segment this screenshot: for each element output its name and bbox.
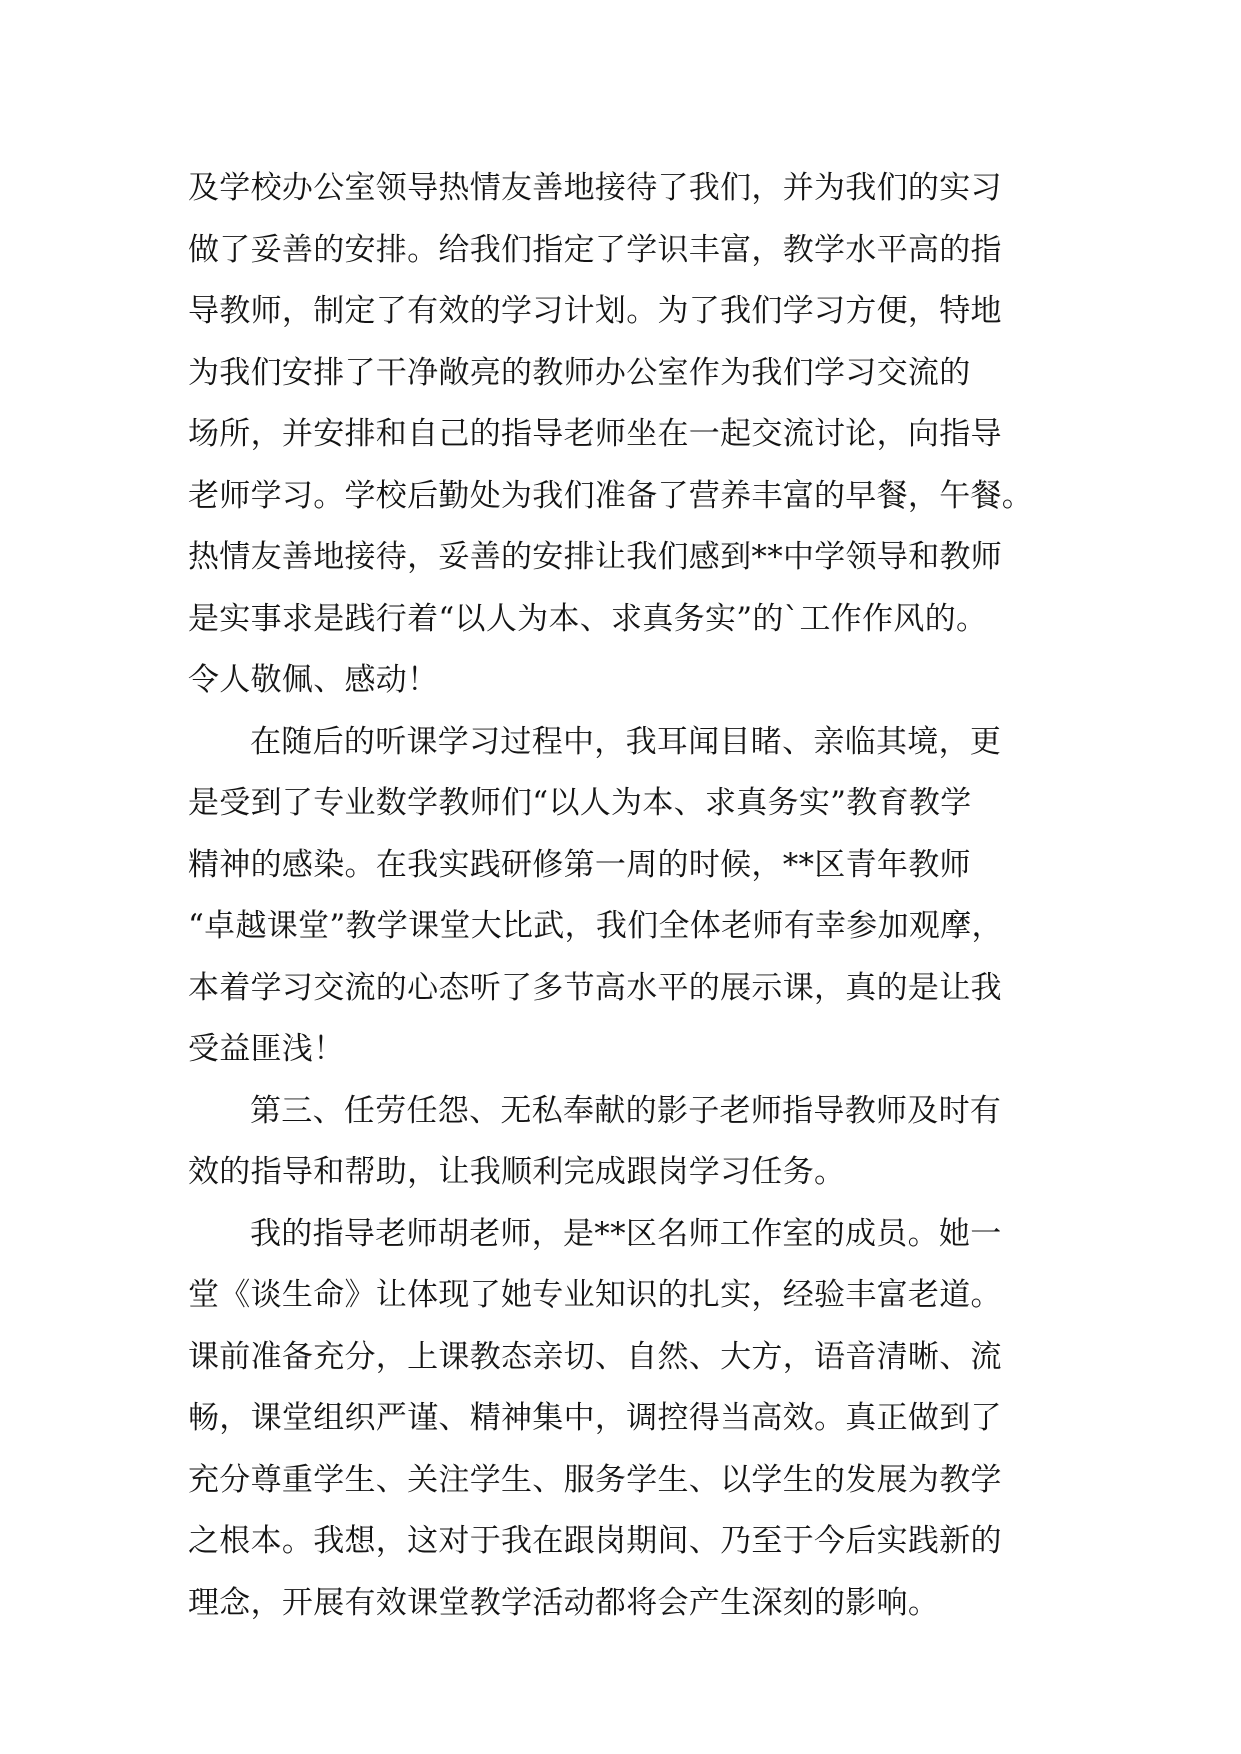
text-line: 导教师，制定了有效的学习计划。为了我们学习方便，特地	[188, 293, 1002, 329]
text-line: 效的指导和帮助，让我顺利完成跟岗学习任务。	[188, 1154, 846, 1190]
text-line: 畅，课堂组织严谨、精神集中，调控得当高效。真正做到了	[188, 1400, 1002, 1436]
text-line: 本着学习交流的心态听了多节高水平的展示课，真的是让我	[188, 969, 1002, 1006]
paragraph-first-line: 在随后的听课学习过程中，我耳闻目睹、亲临其境，更	[250, 723, 1002, 760]
text-line: 热情友善地接待，妥善的安排让我们感到**中学领导和教师	[188, 539, 1003, 575]
text-line: 课前准备充分，上课教态亲切、自然、大方，语音清晰、流	[188, 1338, 1002, 1375]
text-line: 精神的感染。在我实践研修第一周的时候，**区青年教师	[188, 846, 971, 883]
text-line: 老师学习。学校后勤处为我们准备了营养丰富的早餐，午餐。	[188, 477, 1034, 514]
text-line: 之根本。我想，这对于我在跟岗期间、乃至于今后实践新的	[188, 1523, 1002, 1559]
section-heading-line: 第三、任劳任怨、无私奉献的影子老师指导教师及时有	[250, 1092, 1002, 1129]
text-line: 为我们安排了干净敞亮的教师办公室作为我们学习交流的	[188, 354, 971, 391]
paragraph-first-line: 我的指导老师胡老师，是**区名师工作室的成员。她一	[250, 1215, 1002, 1252]
text-line: 令人敬佩、感动！	[188, 662, 439, 698]
text-line: 是实事求是践行着“以人为本、求真务实”的`工作作风的。	[188, 600, 988, 637]
text-line: 是受到了专业数学教师们“以人为本、求真务实”教育教学	[188, 785, 972, 821]
text-line: 堂《谈生命》让体现了她专业知识的扎实，经验丰富老道。	[188, 1277, 1002, 1313]
text-line: 场所，并安排和自己的指导老师坐在一起交流讨论，向指导	[188, 416, 1002, 452]
text-line: 做了妥善的安排。给我们指定了学识丰富，教学水平高的指	[188, 231, 1002, 268]
text-line: 充分尊重学生、关注学生、服务学生、以学生的发展为教学	[188, 1461, 1002, 1498]
text-line: 理念，开展有效课堂教学活动都将会产生深刻的影响。	[188, 1584, 940, 1621]
text-line: 及学校办公室领导热情友善地接待了我们，并为我们的实习	[188, 170, 1002, 206]
text-line: 受益匪浅！	[188, 1031, 345, 1067]
body-text	[188, 158, 1068, 1634]
text-line: “卓越课堂”教学课堂大比武，我们全体老师有幸参加观摩，	[188, 908, 1003, 944]
